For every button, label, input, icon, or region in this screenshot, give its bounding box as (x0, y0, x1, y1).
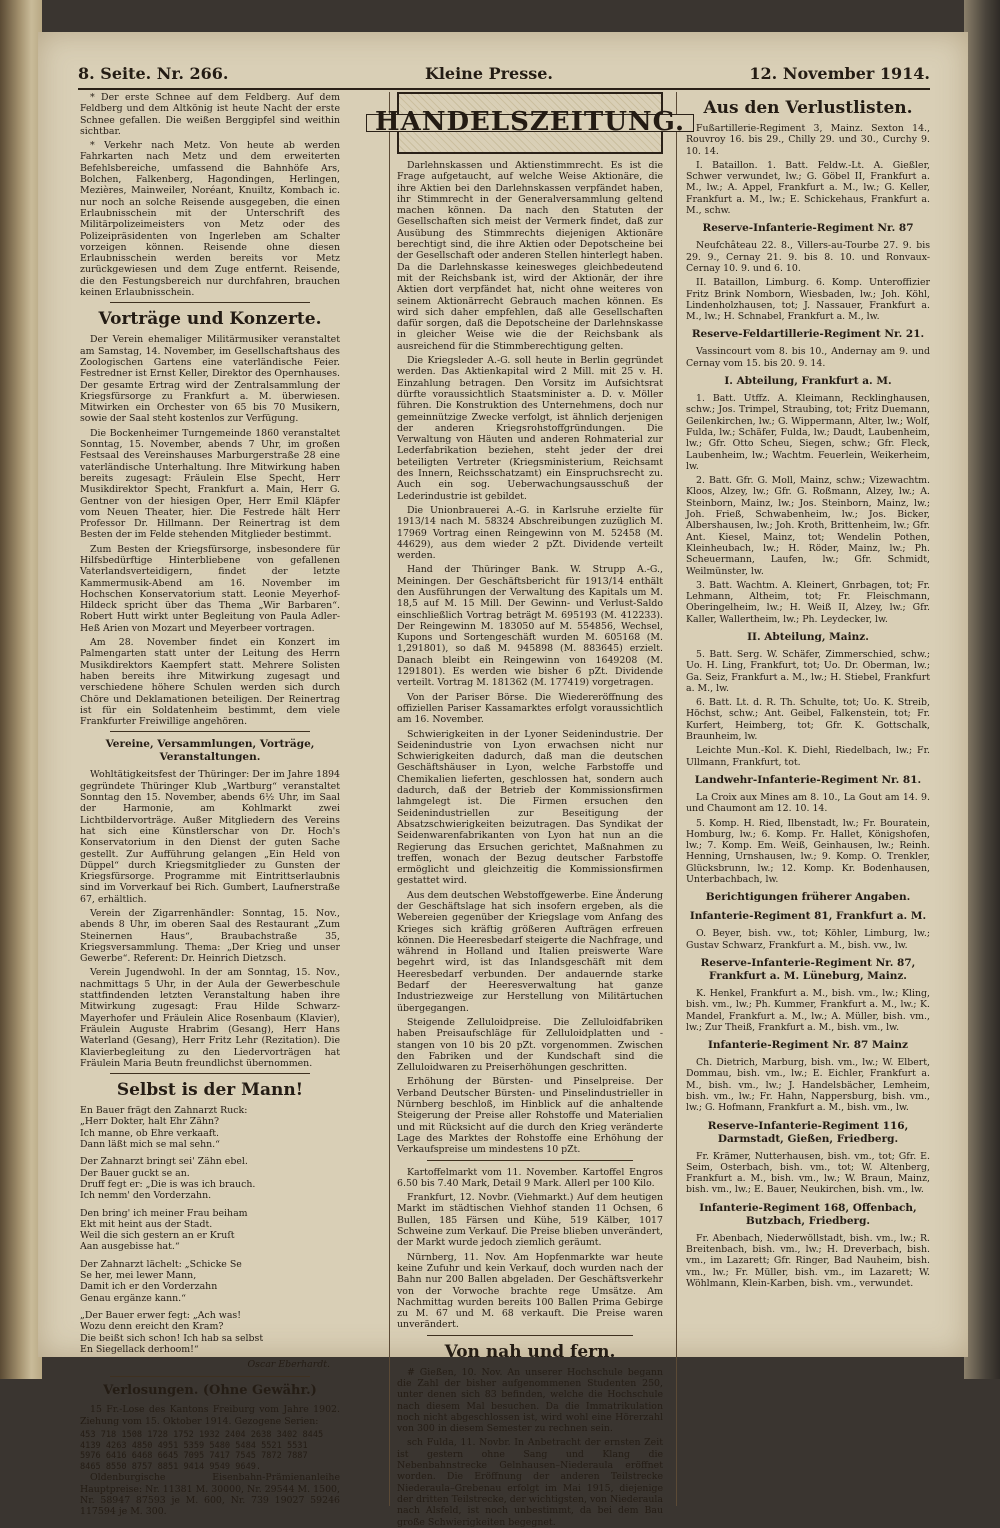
section-heading-near-far: Von nah und fern. (444, 1341, 616, 1362)
article-buersten: Erhöhung der Bürsten- und Pinselpreise. Der Verband Deutscher Bürsten- und Pinselindustrieller in Nürnberg beschloß, im Hinblick auf die anhaltende Steigerung der Preise aller Rohstoffe und Materialien und mit Rücksicht auf die durch den Krieg veränderte Lage des Marktes der Rohstoffe eine Erhöhung der Verkaufspreise um mindestens 10 pZt. (397, 1076, 663, 1156)
lottery-oldenburg: Oldenburgische Eisenbahn-Prämienanleihe Hauptpreise: Nr. 11381 M. 30000, Nr. 29544 M. 1500, Nr. 58947 87593 je M. 600, Nr. 739 19027 59246 117594 je M. 300. (80, 1472, 340, 1518)
poem-line: Damit ich er den Vorderzahn (80, 1281, 218, 1293)
casualty-entry: Vassincourt vom 8. bis 10., Andernay am 9. und Cernay vom 15. bis 20. 9. 14. (686, 346, 930, 369)
section-heading-associations: Vereine, Versammlungen, Vorträge, Veranstaltungen. (105, 738, 315, 764)
article-fulda: sch Fulda, 11. Novbr. In Anbetracht der ernsten Zeit ist gestern ohne Sang und Klang die Nebenbahnstrecke Gelnhausen–Niederaula eröffnet worden. Die Eröffnung der anderen Teilstrecke Niederaula–Grebenau erfolgt im Mai 1915, diejenige der dritten Teilstrecke, der wichtigsten, von Niederaula nach Alsfeld, ist noch unbestimmt, da bei dem Bau große Schwierigkeiten begegnet. (397, 1437, 663, 1528)
article-viehmarkt: Frankfurt, 12. Novbr. (Viehmarkt.) Auf dem heutigen Markt im städtischen Viehhof standen 11 Ochsen, 6 Bullen, 185 Färsen und Kühe, 519 Kälber, 1017 Schweine zum Verkauf. Die Preise blieben unverändert, der Markt wurde jedoch ziemlich geräumt. (397, 1192, 663, 1249)
article-thuringians: Wohltätigkeitsfest der Thüringer: Der im Jahre 1894 gegründete Thüringer Klub „Wartburg“ veranstaltet Sonntag den 15. November, abends 6½ Uhr, im Saal der Harmonie, am Kohlmarkt zwei Lichtbildervorträge. Außer Mitgliedern des Vereins hat sich eine Künstlerschar von Dr. Hoch's Konservatorium in den Dienst der guten Sache gestellt. Zur Aufführung gelangen „Ein Held von Düppel“ durch Kriegsmitglieder zu Gunsten der Kriegsfürsorge. Programme mit Eintrittserlaubnis sind im Vorverkauf bei Rich. Gumbert, Laufnerstraße 67, erhältlich. (80, 769, 340, 905)
casualty-entry: Ch. Dietrich, Marburg, bish. vm., lw.; W. Elbert, Dommau, bish. vm., lw.; E. Eichler, Frankfurt a. M., bish. vm., lw.; J. Handelsbächer, Lemheim, bish. vm., lw.; Fr. Hahn, Nappersburg, bish. vm., lw.; G. Hofmann, Frankfurt a. M., bish. vm., lw. (686, 1057, 930, 1114)
poem-body (80, 1105, 340, 1355)
battalion-heading: I. Abteilung, Frankfurt a. M. (724, 375, 892, 388)
article-metz-traffic: * Verkehr nach Metz. Von heute ab werden Fahrkarten nach Metz und dem erweiterten Befehlsbereiche, umfassend die Bahnhöfe Ars, Bolchen, Falkenberg, Hagondingen, Herlingen, Mezières, Mainweiler, Noréant, Knuiltz, Kombach ic. nur noch an solche Reisende ausgegeben, die einen Erlaubnisschein mit der Unterschrift des Militärpolizeimeisters von Metz oder des Polizeipräsidenten von Ingerleben am Schalter vorzeigen können. Reisende ohne diesen Erlaubnisschein werden bereits vor Metz zurückgewiesen und dem Zuge entfernt. Reisende, die den Festungsbereich nur durchfahren, brauchen keinen Erlaubnisschein. (80, 140, 340, 299)
column-local-news (80, 92, 340, 1518)
handelszeitung-banner (375, 92, 686, 154)
poem-line: „Herr Dokter, halt Ehr Zähn? (80, 1116, 220, 1128)
regiment-heading: Reserve-Feldartillerie-Regiment Nr. 21. (691, 328, 925, 341)
article-chamber-music: Zum Besten der Kriegsfürsorge, insbesondere für Hilfsbedürftige Hinterbliebene von gefallenen Vaterlandsverteidigern, findet der letzte Kammermusik-Abend am 16. November im Hochschen Konservatorium statt. Leonie Meyerhof-Hildeck spricht über das Thema „Wir Barbaren“. Robert Hutt wirkt unter Begleitung von Paula Adler-Heß Arien von Mozart und Meyerbeer vortragen. (80, 543, 340, 634)
issue-date: 12. November 1914. (749, 63, 930, 83)
lottery-row: 453 718 1508 1728 1752 1932 2404 2638 3402 8445 (80, 1429, 324, 1440)
section-heading-casualties: Aus den Verlustlisten. (703, 98, 913, 118)
poem-title: Selbst is der Mann! (116, 1080, 304, 1101)
casualty-entry: Fr. Abenbach, Niederwöllstadt, bish. vm., lw.; R. Breitenbach, bish. vm., lw.; H. Dreverbach, bish. vm., im Lazarett; Gfr. Ringer, Bad Nauheim, bish. vm., lw.; Fr. Müller, bish. vm., im Lazarett; W. Wöhlmann, Klein-Karben, bish. vm., verwundet. (686, 1232, 930, 1289)
poem-line: Druff fegt er: „Die is was ich brauch. (80, 1178, 256, 1190)
lottery-row: 8465 8550 8757 8851 9414 9549 9649. (80, 1461, 262, 1472)
column-business-news (375, 92, 686, 1528)
article-webstoffgewerbe: Aus dem deutschen Webstoffgewerbe. Eine Änderung der Geschäftslage hat sich insofern ergeben, als die Webereien gegenüber der Kriegslage vom Anfang des Krieges sich kräftig größeren Aufträgen erfreuen können. Die Heeresbedarf steigerte die Nachfrage, und während in Holland und Italien preiswerte Ware begehrt wird, ist das Inlandsgeschäft mit dem Heeresbedarf verbunden. Der andauernde starke Bedarf der Heeresverwaltung hat ganze Industriezweige zur Herstellung von Militärtuchen übergegangen. (397, 889, 663, 1014)
casualty-entry: O. Beyer, bish. vw., tot; Köhler, Limburg, lw.; Gustav Schwarz, Frankfurt a. M., bish. vw., lw. (686, 928, 930, 951)
divider (427, 1335, 633, 1336)
article-darlehnskassen: Darlehnskassen und Aktienstimmrecht. Es ist die Frage aufgetaucht, auf welche Weise Aktionäre, die ihre Aktien bei den Darlehnskassen verpfändet haben, ihr Stimmrecht in der Generalversammlung geltend machen können. Da nach den Statuten der Gesellschaften sich meist der Vermerk findet, daß zur Ausübung des Stimmrechts diejenigen Aktionäre berechtigt sind, die ihre Aktien oder Depotscheine bei der Gesellschaft oder anderen Stellen hinterlegt haben. Da die Darlehnskasse keinesweges gleichbedeutend mit der Reichsbank ist, wird der Aktionär, der ihre Aktien dort verpfändet hat, nicht ohne weiteres von seinem Aktionärrecht Gebrauch machen können. Es wird sich daher empfehlen, daß alle Gesellschaften dafür sorgen, daß die Depotscheine der Darlehnskasse in gleicher Weise wie die der Reichsbank als ausreichend für die Stimmberechtigung gelten. (397, 160, 663, 352)
article-zelluloid: Steigende Zelluloidpreise. Die Zelluloidfabriken haben Preisaufschläge für Zelluloidplatten und -stangen von 10 bis 20 pZt. vorgenommen. Zwischen den Fabriken und der Kundschaft sind die Zelluloidwaren zu Preiserhöhungen geschritten. (397, 1016, 663, 1074)
column-rule-1 (389, 92, 390, 1506)
article-hopfenmarkt: Nürnberg, 11. Nov. Am Hopfenmarkte war heute keine Zufuhr und kein Verkauf, doch wurden nach der Bahn nur 200 Ballen abgeladen. Der Geschäftsverkehr von der Vorwoche brachte rege Umsätze. Am Nachmittag wurden bereits 100 Ballen Prima Gebirge zu M. 67 und M. 68 verkauft. Die Preise waren unverändert. (397, 1251, 663, 1331)
article-thueringer-bank: Hand der Thüringer Bank. W. Strupp A.-G., Meiningen. Der Geschäftsbericht für 1913/14 enthält den Ausführungen der Verwaltung des Kapitals um M. 18,5 auf M. 15 Mill. Der Gewinn- und Verlust-Saldo einschließlich Vortrag beträgt M. 695193 (M. 412233). Der Reingewinn M. 183050 auf M. 554856, Wechsel, Kupons und Sortengeschäft wurden M. 605168 (M. 1,291801), so daß M. 945898 (M. 883645) erzielt. Danach bleibt ein Reingewinn von 1649208 (M. 1291801). Es werden wie bisher 6 pZt. Dividende verteilt. Vortrag M. 181362 (M. 177419) vorgetragen. (397, 564, 663, 689)
poem-line: Den bring' ich meiner Frau beiham (80, 1207, 248, 1219)
poem-line: Weil die sich gestern an er Kruſt (80, 1230, 235, 1242)
poem-line: Aan ausgebisse hat.“ (80, 1241, 180, 1253)
regiment-heading: Landwehr-Infanterie-Regiment Nr. 81. (694, 773, 922, 786)
casualty-entry: I. Bataillon. 1. Batt. Feldw.-Lt. A. Gießler, Schwer verwundet, lw.; G. Göbel II, Frankfurt a. M., lw.; A. Appel, Frankfurt a. M., lw.; G. Keller, Frankfurt a. M., lw.; E. Schickehaus, Frankfurt a. M., schw. (686, 159, 930, 217)
casualty-entry: 5. Batt. Serg. W. Schäfer, Zimmerschied, schw.; Uo. H. Ling, Frankfurt, tot; Uo. Dr. Oberman, lw.; Ga. Seiz, Frankfurt a. M., lw.; H. Stiebel, Frankfurt a. M., lw. (686, 648, 930, 694)
article-kartoffelmarkt: Kartoffelmarkt vom 11. November. Kartoffel Engros 6.50 bis 7.40 Mark, Detail 9 Mark. Allerl per 100 Kilo. (397, 1166, 663, 1189)
lottery-row: 5976 6416 6468 6645 7095 7417 7545 7872 7887 (80, 1451, 308, 1462)
battalion-heading: II. Abteilung, Mainz. (747, 630, 869, 643)
poem-line: En Bauer frägt den Zahnarzt Ruck: (80, 1105, 248, 1117)
regiment-heading: Infanterie-Regiment Nr. 87 Mainz (707, 1039, 908, 1052)
poem-line: Dann läßt mich se mal sehn.“ (80, 1139, 220, 1151)
regiment-heading: Reserve-Infanterie-Regiment Nr. 87, Frankfurt a. M. Lüneburg, Mainz. (700, 956, 916, 982)
article-snow: * Der erste Schnee auf dem Feldberg. Auf dem Feldberg und dem Altkönig ist heute Nacht der erste Schnee gefallen. Die weißen Berggipfel sind weithin sichtbar. (80, 92, 340, 137)
poem-line: „Der Bauer erwer fegt: „Ach was! (80, 1309, 241, 1321)
casualty-entry: Neufchâteau 22. 8., Villers-au-Tourbe 27. 9. bis 29. 9., Cernay 21. 9. bis 8. 10. und Ronvaux-Cernay 10. 9. und 6. 10. (686, 240, 930, 274)
poem-line: Der Zahnarzt lächelt: „Schicke Se (80, 1258, 242, 1270)
article-cigar-dealers: Verein der Zigarrenhändler: Sonntag, 15. Nov., abends 8 Uhr, im oberen Saal des Restaurant „Zum Steinernen Haus“, Braubachstraße 35, Kriegsversammlung. Thema: „Der Krieg und unser Gewerbe“. Referent: Dr. Heinrich Dietzsch. (80, 908, 340, 965)
book-edge (964, 0, 1000, 1379)
article-lyoner-seide: Schwierigkeiten in der Lyoner Seidenindustrie. Der Seidenindustrie von Lyon erwachsen nicht nur Schwierigkeiten dadurch, daß man die deutschen Geschäftshäuser in Lyon, welche Farbstoffe und Chemikalien lieferten, geschlossen hat, sondern auch dadurch, daß der Betrieb der Kommissionsfirmen lahmgelegt ist. Die Firmen ersuchen den Seidenindustriellen zur Beseitigung der Absatzschwierigkeiten beizutragen. Das Syndikat der Seidenwarenfabrikanten von Lyon hat nun an die Regierung das Ersuchen gerichtet, Maßnahmen zu treffen, wonach der Bezug deutscher Farbstoffe ermöglicht und gleichzeitig die Kommissionsfirmen gestattet wird. (397, 728, 663, 887)
article-military-musicians: Der Verein ehemaliger Militärmusiker veranstaltet am Samstag, 14. November, im Gesellschaftshaus des Zoologischen Gartens eine vaterländische Feier. Festredner ist Ernst Keller, Direktor des Opernhauses. Der gesamte Ertrag wird der Zentralsammlung der Kriegsfürsorge zu Frankfurt a. M. überwiesen. Mitwirken ein Orchester von 65 bis 70 Musikern, sowie der Saal steht kostenlos zur Verfügung. (80, 334, 340, 425)
poem-line: Ich nemm' den Vorderzahn. (80, 1190, 212, 1202)
poem-line: Der Zahnarzt bringt sei' Zähn ebel. (80, 1156, 248, 1168)
casualty-entry: 5. Komp. H. Ried, Ilbenstadt, lw.; Fr. Bouratein, Homburg, lw.; 6. Komp. Fr. Hallet, Königshofen, lw.; 7. Komp. Em. Weiß, Geinhausen, lw.; Reinh. Henning, Urnshausen, lw.; 9. Komp. O. Trenkler, Glücksbrunn, lw.; 12. Komp. Kr. Bodenhausen, Unterbachbach, lw. (686, 817, 930, 886)
article-pariser-boerse: Von der Pariser Börse. Die Wiedereröffnung des offiziellen Pariser Kassamarktes erfolgt voraussichtlich am 16. November. (397, 691, 663, 726)
casualty-entry: Fußartillerie-Regiment 3, Mainz. Sexton 14., Rouvroy 16. bis 29., Chilly 29. und 30., Curchy 9. 10. 14. (686, 123, 930, 157)
casualty-entry: 3. Batt. Wachtm. A. Kleinert, Gnrbagen, tot; Fr. Lehmann, Altheim, tot; Fr. Fleischmann, Oberingelheim, lw.; H. Weiß II, Alzey, lw.; Gfr. Kaller, Wallertheim, lw.; Ph. Leydecker, lw. (686, 579, 930, 625)
poem-line: Der Bauer guckt se an. (80, 1167, 190, 1179)
casualty-entry: K. Henkel, Frankfurt a. M., bish. vm., lw.; Kling, bish. vm., lw.; Ph. Kummer, Frankfurt a. M., lw.; K. Mandel, Frankfurt a. M., lw.; A. Müller, bish. vm., lw.; Zur Theiß, Frankfurt a. M., bish. vm., lw. (686, 987, 930, 1033)
article-kriegsleder: Die Kriegsleder A.-G. soll heute in Berlin gegründet werden. Das Aktienkapital wird 2 Mill. mit 25 v. H. Einzahlung betragen. Den Vorsitz im Aufsichtsrat dürfte voraussichtlich Staatsminister a. D. v. Möller führen. Die Konstruktion des Unternehmens, doch nur gemeinnützige Zwecke verfolgt, ist ähnlich derjenigen der anderen Kriegsrohstoffgründungen. Die Verwaltung von Häuten und anderen Rohmaterial zur Lederfabrikation beziehen, steht jeder der drei beteiligten Vertreter (Kriegsministerium, Reichsamt des Innern, Reichsschatzamt) ein Einspruchsrecht zu. Auch ein sog. Ueberwachungsausschuß der Lederindustrie ist gebildet. (397, 355, 663, 502)
newspaper-title: Kleine Presse. (424, 63, 553, 83)
regiment-heading: Infanterie-Regiment 81, Frankfurt a. M. (689, 910, 927, 923)
divider (110, 302, 310, 303)
casualty-entry: Fr. Krämer, Nutterhausen, bish. vm., tot; Gfr. E. Seim, Osterbach, bish. vm., tot; W. Altenberg, Frankfurt a. M., bish. vm., lw.; W. Braun, Mainz, bish. vm., lw.; E. Bauer, Neukirchen, bish. vm., lw. (686, 1150, 930, 1196)
column-rule-2 (676, 92, 677, 1506)
section-heading-lotteries: Verlosungen. (Ohne Gewähr.) (103, 1383, 317, 1399)
handelszeitung-title: HANDELSZEITUNG. (366, 114, 694, 131)
regiment-heading: Infanterie-Regiment 168, Offenbach, Butzbach, Friedberg. (699, 1201, 917, 1227)
regiment-heading: Reserve-Infanterie-Regiment 116, Darmstadt, Gießen, Friedberg. (707, 1119, 909, 1145)
article-giessen: # Gießen, 10. Nov. An unserer Hochschule begann die Zahl der bisher aufgenommenen Studenten 250, unter denen sich 83 befinden, welche die Hochschule nach diesem Mal besuchen. Da die Immatrikulation noch nicht abgeschlossen ist, wird wohl eine Hörerzahl von 300 in diesem Semester zu rechnen sein. (397, 1366, 663, 1435)
lottery-numbers (80, 1430, 340, 1472)
article-palmengarten: Am 28. November findet ein Konzert im Palmengarten statt unter der Leitung des Herrn Musikdirektors Kaempfert statt. Mehrere Solisten haben bereits ihre Mitwirkung zugesagt und verschiedene höhere Schulen werden sich durch Chöre und Deklamationen beteiligen. Der Reinertrag ist für ein Soldatenheim bestimmt, dem viele Frankfurter Freiwillige angehören. (80, 637, 340, 728)
casualty-entry: II. Bataillon, Limburg. 6. Komp. Unteroffizier Fritz Brink Nomborn, Wiesbaden, lw.; Joh. Köhl, Lindenholzhausen, tot; J. Nassauer, Frankfurt a. M., lw.; H. Schnabel, Frankfurt a. M., lw. (686, 277, 930, 323)
corrections-heading: Berichtigungen früherer Angaben. (705, 891, 911, 904)
article-turngemeinde: Die Bockenheimer Turngemeinde 1860 veranstaltet Sonntag, 15. November, abends 7 Uhr, im großen Festsaal des Vereinshauses Marburgerstraße 28 eine vaterländische Unterhaltung. Ihre Mitwirkung haben bereits zugesagt: Fräulein Else Specht, Herr Musikdirektor Specht, Frankfurt a. Main, Herr G. Gentner von der hiesigen Oper, Herr Emil Kläpfer vom Neuen Theater, hier. Die Festrede hält Herr Professor Dr. Hillmann. Der Reinertrag ist dem Besten der im Felde stehenden Mitglieder bestimmt. (80, 427, 340, 541)
poem-signature: Oscar Eberhardt. (247, 1359, 330, 1371)
column-casualty-lists (686, 92, 930, 1508)
casualty-entry: 1. Batt. Utffz. A. Kleimann, Recklinghausen, schw.; Jos. Trimpel, Straubing, tot; Fritz Duemann, Geilenkirchen, lw.; G. Wippermann, Alter, lw.; Wolf, Fulda, lw.; Schäfer, Fulda, lw.; Daudt, Laubenheim, lw.; Gfr. Otto Scheu, Siegen, schw.; Gfr. Fleck, Laubenheim, lw.; Wachtm. Feuerlein, Weikerheim, lw. (686, 393, 930, 472)
poem-line: En Siegellack derhoom!“ (80, 1343, 199, 1355)
divider (110, 1376, 310, 1377)
casualty-entry: 2. Batt. Gfr. G. Moll, Mainz, schw.; Vizewachtm. Kloos, Alzey, lw.; Gfr. G. Roßmann, Alzey, lw.; A. Steinborn, Mainz, lw.; Jos. Steinborn, Mainz, lw.; Joh. Frieß, Schwabenheim, lw.; Jos. Bicker, Albershausen, lw.; Joh. Kroth, Brittenheim, lw.; Gfr. Ant. Kiesel, Mainz, tot; Wendelin Pothen, Kleinheubach, lw.; H. Röder, Mainz, lw.; Ph. Scheuermann, Laufen, lw.; Gfr. Schmidt, Weilmünster, lw. (686, 475, 930, 577)
regiment-heading: Reserve-Infanterie-Regiment Nr. 87 (702, 222, 914, 235)
poem-line: Se her, mei lewer Mann, (80, 1270, 197, 1282)
article-unionbrauerei: Die Unionbrauerei A.-G. in Karlsruhe erzielte für 1913/14 nach M. 58324 Abschreibungen zuzüglich M. 17969 Vortrag einen Reingewinn von M. 52458 (M. 44629), aus dem wieder 2 pZt. Dividende verteilt werden. (397, 504, 663, 562)
lottery-title: 15 Fr.-Lose des Kantons Freiburg vom Jahre 1902. Ziehung vom 15. Oktober 1914. Gezogene Serien: (80, 1404, 340, 1427)
casualty-entry: La Croix aux Mines am 8. 10., La Gout am 14. 9. und Chaumont am 12. 10. 14. (686, 791, 930, 815)
article-jugendwohl: Verein Jugendwohl. In der am Sonntag, 15. Nov., nachmittags 5 Uhr, in der Aula der Gewerbeschule stattfindenden letzten Veranstaltung haben ihre Mitwirkung zugesagt: Frau Hilde Schwarz-Mayerhofer und Fräulein Alice Rosenbaum (Klavier), Fräulein Auguste Hrabrim (Gesang), Herr Hans Waterland (Gesang), Herr Fritz Lehr (Rezitation). Die Klavierbegleitung zu den Liedervorträgen hat Fräulein Maria Beutn freundlichst übernommen. (80, 967, 340, 1069)
casualty-entry: 6. Batt. Lt. d. R. Th. Schulte, tot; Uo. K. Streib, Höchst, schw.; Ant. Geibel, Falkenstein, tot; Fr. Kurfert, Heimberg, tot; Gfr. K. Gottschalk, Braunheim, lw. (686, 697, 930, 743)
poem-line: Die beißt sich schon! Ich hab sa selbst (80, 1332, 264, 1344)
masthead (78, 62, 930, 90)
book-spine (0, 0, 42, 1379)
poem-line: Genau ergänze kann.“ (80, 1292, 186, 1304)
section-heading-concerts: Vorträge und Konzerte. (98, 309, 322, 330)
poem-line: Wozu denn ereicht den Kram? (80, 1321, 224, 1333)
page-number: 8. Seite. Nr. 266. (78, 63, 229, 83)
divider (110, 1073, 310, 1074)
poem-line: Ekt mit heint aus der Stadt. (80, 1218, 213, 1230)
poem-line: Ich manne, ob Ehre verkaaft. (80, 1127, 219, 1139)
lottery-row: 4139 4263 4850 4951 5359 5480 5484 5521 5531 (80, 1440, 308, 1451)
divider (427, 1160, 633, 1161)
casualty-entry: Leichte Mun.-Kol. K. Diehl, Riedelbach, lw.; Fr. Ullmann, Frankfurt, tot. (686, 745, 930, 768)
divider (110, 731, 310, 732)
